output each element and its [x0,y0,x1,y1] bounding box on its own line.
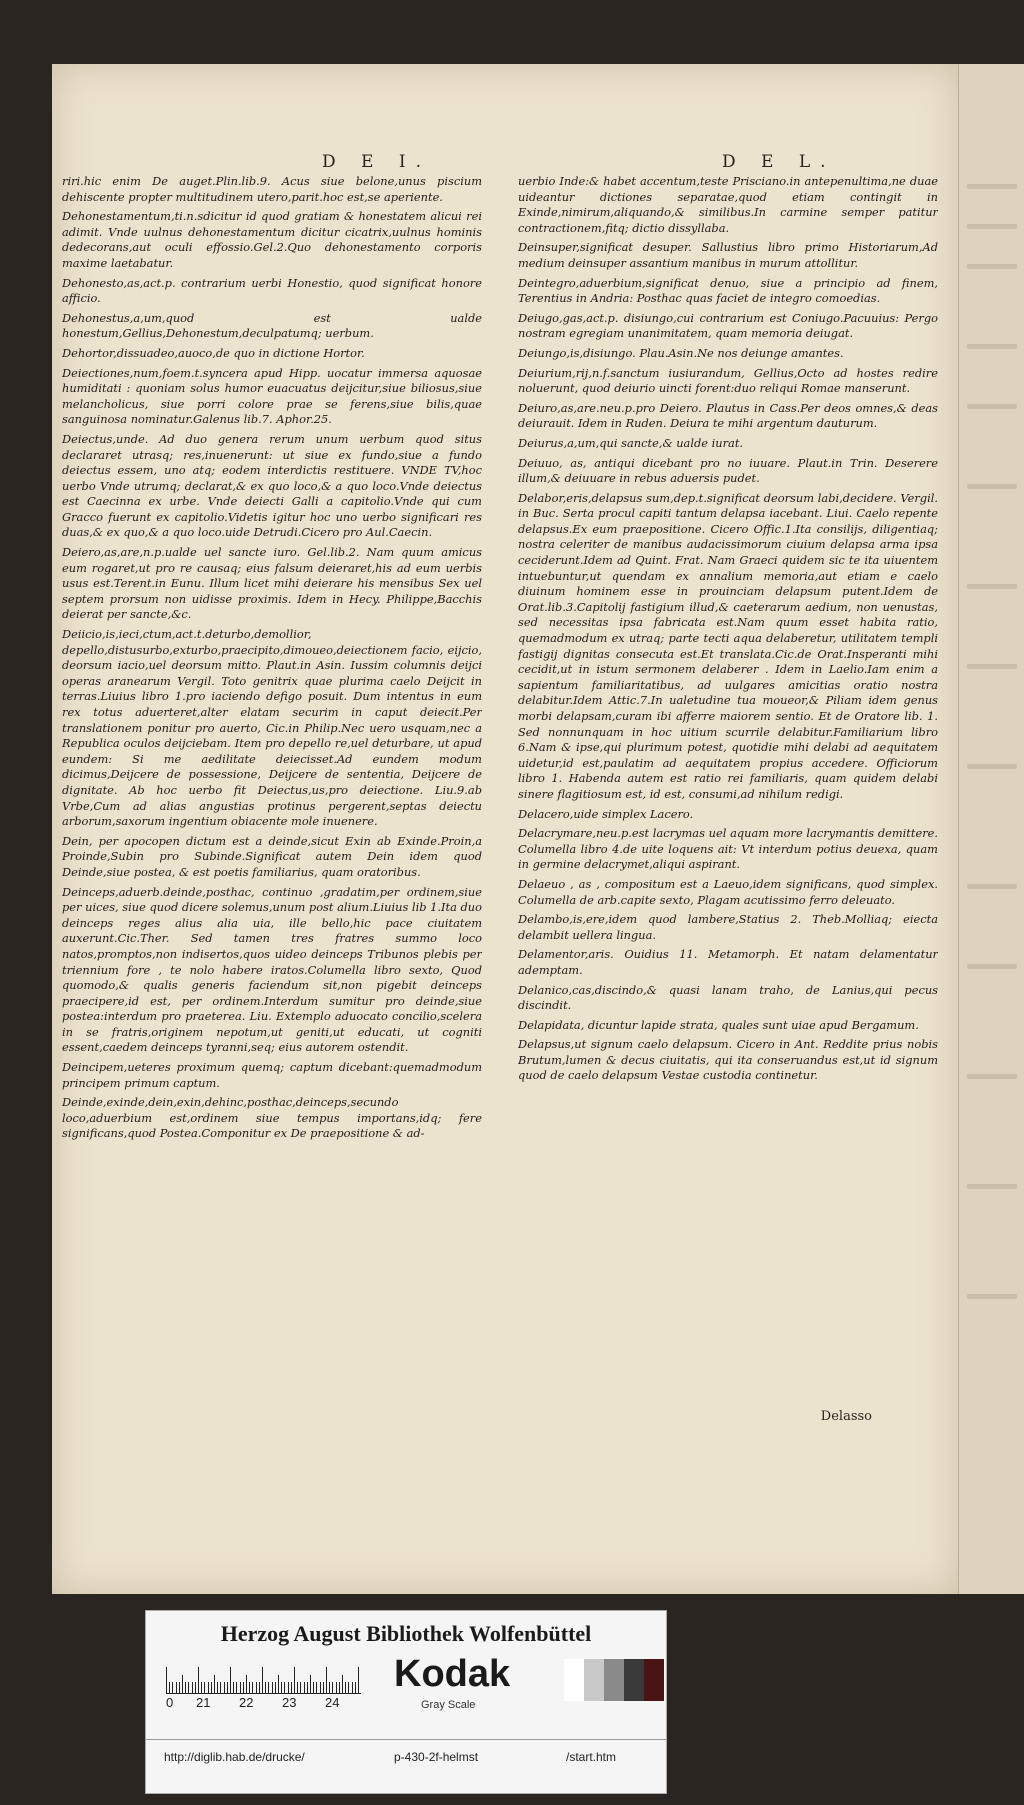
dictionary-entry: Delapidata, dicuntur lapide strata, quales sunt uiae apud Bergamum. [518,1017,919,1032]
ruler-tick [300,1682,301,1693]
book-page [52,64,958,1594]
dictionary-entry: Delanico,cas,discindo,& quasi lanam traho, de Lanius,qui pecus discindit. [518,982,938,1013]
kodak-logo: Kodak [394,1653,511,1695]
ruler-tick [188,1682,189,1693]
dictionary-entry: Delacero,uide simplex Lacero. [518,806,694,821]
ruler-tick [259,1682,260,1693]
ruler-tick [192,1682,193,1693]
ruler-tick [198,1667,199,1693]
dictionary-entry: Deiurium,rij,n.f.sanctum iusiurandum, Gellius,Octo ad hostes redire noluerunt, quod deiurio uincti forent:duo reliqui Romae manserunt. [518,365,938,396]
dictionary-entry: Delabor,eris,delapsus sum,dep.t.significat deorsum labi,decidere. Vergil. in Buc. Serta procul capiti tantum delapsa iacebant. Liui. Caelo repente delapsus.Ex eum praepositione. Cicero Offic.1.Ita consilijs, diligentiaq; nostra celeriter de manibus audacissimorum ciuium delapsa arma ipsa ceciderunt.Idem ad Quint. Frat. Nam Graeci quidem sic te ita uiuentem intuebuntur,ut quendam ex annalium memoria,aut etiam e caelo diuinum hominem esse in prouinciam delapsum putent.Idem de Orat.lib.3.Capitolij fastigium illud,& caeterarum aedium, non uenustas, sed necessitas ipsa fabricata est.Nam quum esset habita ratio, quemadmodum ex utraq; parte tecti aqua delaberetur, utilitatem templi fastigij dignitas consecuta est.Et translata.Cic.de Orat.Insperanti mihi cecidit,ut in istum sermonem delaberer . Idem in Laelio.Iam enim a sapientum familiaritatibus, ad uulgares amicitias oratio nostra delabitur.Idem Attic.7.In ualetudine tua moueor,& Piliam idem genus morbi delapsam,curam ibi afferre maiorem sentio. Et de Oratore lib. 1. Sed nonnunquam in hoc uitium scurrile delabitur.Familiarium libro 6.Nam & ipse,qui plurimum potest, quotidie mihi delabi ad aequitatem uidetur,id est,paulatim ad aequitatem propius accedere. Officiorum libro 1. Habenda autem est ratio rei familiaris, quam quidem delabi sinere flagitiosum est, id est, consumi,ad nihilum redigi. [518,490,938,801]
ruler-tick [336,1682,337,1693]
ruler-tick [176,1682,177,1693]
ruler-tick [201,1682,202,1693]
dictionary-entry: Dein, per apocopen dictum est a deinde,sicut Exin ab Exinde.Proin,a Proinde,Subin pro Subinde.Significat autem Dein idem quod Deinde,siue postea, & est poetis familiarius, quam oratoribus. [62,833,482,879]
ruler-tick [291,1682,292,1693]
ruler-tick [281,1682,282,1693]
library-name: Herzog August Bibliothek Wolfenbüttel [220,1621,592,1646]
dictionary-entry: Deiuro,as,are.neu.p.pro Deiero. Plautus in Cass.Per deos omnes,& deas deiurauit. Idem in Ruden. Deiura te mihi argentum dauturum. [518,400,938,431]
right-text-column [518,174,938,1414]
gray-swatch [604,1659,624,1701]
ruler-number: 24 [325,1695,340,1710]
ruler-tick [355,1682,356,1693]
dictionary-entry: Deintegro,aduerbium,significat denuo, siue a principio ad finem, Terentius in Andria: Posthac quas faciet de integro comoedias. [518,275,938,306]
shelfmark: p-430-2f-helmst [394,1750,479,1764]
ruler-tick [278,1675,279,1693]
ruler-tick [265,1682,266,1693]
ruler-tick [320,1682,321,1693]
dictionary-entry: Delacrymare,neu.p.est lacrymas uel aquam more lacrymantis demittere. Columella libro 4.de uite loquens ait: Vt interdum potius deuexa, quam in germine delacrymet,aliqui aspirant. [518,826,938,872]
ruler-tick [169,1682,170,1693]
dictionary-entry: Deiugo,gas,act.p. disiungo,cui contrarium est Coniugo.Pacuuius: Pergo nostram egregiam unanimitatem, quam memoria deiugat. [518,310,938,341]
ruler-tick [284,1682,285,1693]
ruler-tick [220,1682,221,1693]
ruler-tick [304,1682,305,1693]
ruler-tick [262,1667,263,1693]
ruler-tick [204,1682,205,1693]
gray-swatch [564,1659,584,1701]
ruler-tick [348,1682,349,1693]
dictionary-entry: uerbio Inde:& habet accentum,teste Prisciano.in antepenultima,ne duae uideantur dictiones separatae,quod etiam contingit in Exinde,nimirum,aliquando,& similibus.In carmine semper patitur contractionem,fitq; dictio dissyllaba. [518,174,938,235]
ruler-number: 22 [239,1695,254,1710]
url-row [146,1739,666,1774]
ruler-tick [233,1682,234,1693]
dictionary-entry: Dehonesto,as,act.p. contrarium uerbi Honestio, quod significat honore afficio. [62,275,482,306]
dictionary-entry: riri.hic enim De auget.Plin.lib.9. Acus siue belone,unus piscium dehiscente propter multitudinem utero,parit.hoc est,se aperiente. [62,174,482,204]
ruler-tick [179,1682,180,1693]
gray-swatch [584,1659,604,1701]
dictionary-entry: Deinde,exinde,dein,exin,dehinc,posthac,deinceps,secundo loco,aduerbium est,ordinem siue tempus importans,idq; fere significans,quod Postea.Componitur ex De praepositione & ad- [62,1095,482,1141]
ruler-tick [326,1667,327,1693]
ruler-tick [224,1682,225,1693]
ruler-tick [329,1682,330,1693]
running-head-right: D E L. [722,152,836,172]
ruler-tick [217,1682,218,1693]
ruler-tick [310,1675,311,1693]
ruler-tick [240,1682,241,1693]
dictionary-entry: Dehortor,dissuadeo,auoco,de quo in dictione Hortor. [62,345,365,360]
ruler-tick [358,1667,359,1693]
dictionary-entry: Deiuuo, as, antiqui dicebant pro no iuuare. Plaut.in Trin. Deserere illum,& deiuuare in rebus aduersis pudet. [518,455,938,486]
ruler-number: 21 [196,1695,211,1710]
dictionary-entry: Deinceps,aduerb.deinde,posthac, continuo ,gradatim,per ordinem,siue per uices, siue quod dicere solemus,unum post alium.Liuius lib 1.Ita duo deinceps reges alius alia uia, ille bello,hic pace ciuitatem auxerunt.Cic.Ther. Sed tamen tres fratres summo loco natos,promptos,non indisertos,quos uideo deinceps Tribunos plebis per triennium fore , te nolo habere iratos.Columella libro sexto, Quod quomodo,& qualis generis faciendum sit,non pigebit deinceps praecipere,id est, per ordinem.Interdum sumitur pro deinde,siue postea:interdum pro praeterea. Liu. Extemplo aduocato concilio,scelera in se fratris,originem nepotum,ut geniti,ut educati, ut cogniti essent,caedem deinceps tyranni,seq; eius autorem ostendit. [62,884,482,1055]
ruler-tick [332,1682,333,1693]
dictionary-entry: Delambo,is,ere,idem quod lambere,Statius 2. Theb.Molliaq; eiecta delambit uellera lingua. [518,912,938,942]
ruler-tick [185,1682,186,1693]
ruler-tick [294,1667,295,1693]
ruler-tick [288,1682,289,1693]
ruler-tick [256,1682,257,1693]
gray-swatch [644,1659,664,1701]
dictionary-entry: Delamentor,aris. Ouidius 11. Metamorph. Et natam delamentatur ademptam. [518,947,938,977]
dictionary-entry: Deiero,as,are,n.p.ualde uel sancte iuro. Gel.lib.2. Nam quum amicus eum rogaret,ut pro re causaq; eius falsum deieraret,his ad eum uerbis usus est.Terent.in Eunu. Illum licet mihi deierare his mensibus Sex uel septem prorsum non uidisse proximis. Idem in Hecy. Philippe,Bacchis deierat per sancte,&c. [62,545,482,622]
ruler-tick [211,1682,212,1693]
ruler-tick [208,1682,209,1693]
ruler-number: 23 [282,1695,297,1710]
dictionary-entry: Dehonestamentum,ti.n.sdicitur id quod gratiam & honestatem alicui rei adimit. Vnde uulnus dehonestamentum dicitur cicatrix,uulnus hominis dedecorans,aut oculi effossio.Gel.2.Quo dehonestamento corporis maxime laetabatur. [62,209,482,270]
adjacent-page-edge [958,64,1024,1594]
dictionary-entry: Delapsus,ut signum caelo delapsum. Cicero in Ant. Reddite prius nobis Brutum,lumen & decus ciuitatis, qui ita conseruandus est,ut id signum quod de caelo delapsum Vestae custodia continetur. [518,1037,938,1083]
ruler-tick [323,1682,324,1693]
dictionary-entry: Deiicio,is,ieci,ctum,act.t.deturbo,demollior, depello,distusurbo,exturbo,praecipito,dimoueo,deiectionem facio, eijcio, deorsum iacio,uel deorsum mitto. Plaut.in Asin. Iussim columnis deijci operas aranearum Vergil. Toto genitrix quae plurima caelo Deijcit in terras.Liuius libro 1.pro iaciendo defigo posuit. Dum intentus in eum rex totus aduerteret,alter elatam securim in caput deiecit.Per translationem ponitur pro auerto, Cic.in Philip.Nec uero usquam,nec a Republica oculos deijciebam. Item pro depello re,uel deturbare, ut apud eundem: Si me aedilitate deiecisset.Ad eundem modum dicimus,Deijcere de possessione, Deijcere de sententia, Deijcere de dignitate. Ab hoc uerbo fit Deiectus,us,pro deiectione. Liu.9.ab Vrbe,Cum ad alias angustias protinus pergerent,septas deiectu arborum,saxorum ingentium obiacente mole inuenere. [62,627,482,829]
ruler-tick [243,1682,244,1693]
dictionary-entry: Deiectiones,num,foem.t.syncera apud Hipp. uocatur immersa aquosae humiditati : quoniam solus humor euacuatus deijcitur,siue biliosus,siue melancholicus, siue porri colore prae se ferens,siue bilis,quae sanguinosa nominatur.Galenus lib.7. Aphor.25. [62,365,482,427]
ruler-tick [272,1682,273,1693]
dictionary-entry: Delaeuo , as , compositum est a Laeuo,idem significans, quod simplex. Columella de arb.capite sexto, Plagam acutissimo ferro deleuato. [518,876,938,907]
dictionary-entry: Deiectus,unde. Ad duo genera rerum unum uerbum quod situs declararet utrasq; res,inuenerunt: ut siue ex fundo,siue a fundo deiectus essem, uno atq; eodem interdictis restituere. VNDE TV,hoc uerbo Vnde utrumq; declarat,& ex quo loco,& a quo loco.Vnde deiectus est Caecinna ex urbe. Vnde deiecti Galli a capitolio.Vnde qui cum Gracco fuerunt ex capitolio.Videtis igitur hoc uno uerbo significari res duas,& ex quo,& a quo loco.uide Detrudi.Cicero pro Aul.Caecin. [62,431,482,540]
ruler-tick [214,1675,215,1693]
ruler-tick [172,1682,173,1693]
ruler-tick [249,1682,250,1693]
running-head-left: D E I. [322,152,431,172]
dictionary-entry: Deinsuper,significat desuper. Sallustius libro primo Historiarum,Ad medium deinsuper assantium manibus in murum attollitur. [518,240,938,270]
dictionary-entry: Deincipem,ueteres proximum quemq; captum dicebant:quemadmodum principem primum captum. [62,1060,482,1090]
gray-scale-label: Gray Scale [421,1699,476,1711]
dictionary-entry: Deiungo,is,disiungo. Plau.Asin.Ne nos deiunge amantes. [518,345,844,360]
ruler-tick [345,1682,346,1693]
dictionary-entry: Dehonestus,a,um,quod est ualde honestum,Gellius,Dehonestum,deculpatumq; uerbum. [62,310,482,341]
ruler-tick [307,1682,308,1693]
scale-ruler [166,1661,361,1694]
ruler-tick [227,1682,228,1693]
digitization-target-card [145,1610,667,1794]
dictionary-entry: Deiurus,a,um,qui sancte,& ualde iurat. [518,435,744,450]
gray-swatch [624,1659,644,1701]
ruler-tick [297,1682,298,1693]
ruler-tick [275,1682,276,1693]
url-prefix: http://diglib.hab.de/drucke/ [164,1750,305,1764]
catchword: Delasso [820,1409,872,1424]
ruler-tick [342,1675,343,1693]
ruler-tick [313,1682,314,1693]
url-suffix: /start.htm [566,1750,617,1764]
left-text-column [62,174,482,1414]
ruler-tick [236,1682,237,1693]
ruler-tick [352,1682,353,1693]
ruler-tick [230,1667,231,1693]
ruler-tick [166,1667,167,1693]
ruler-tick [316,1682,317,1693]
ruler-tick [246,1675,247,1693]
ruler-tick [339,1682,340,1693]
ruler-number: 0 [166,1695,174,1710]
ruler-tick [268,1682,269,1693]
ruler-tick [195,1682,196,1693]
ruler-tick [252,1682,253,1693]
ruler-tick [182,1675,183,1693]
